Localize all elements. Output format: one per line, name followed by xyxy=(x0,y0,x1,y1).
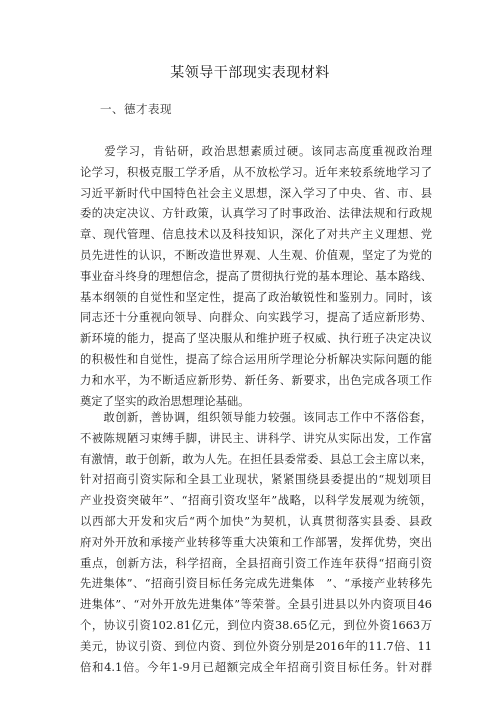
text-line: 先进集体”、“招商引资目标任务完成先进集体 ”、“承接产业转移先 xyxy=(80,577,432,591)
text-line: 产业投资突破年”、“招商引资攻坚年”战略，以科学发展观为统领， xyxy=(80,494,432,508)
text-line: 同志还十分重视向领导、向群众、向实践学习，提高了适应新形势、 xyxy=(80,311,432,325)
text-line: 的积极性和自觉性，提高了综合运用所学理论分析解决实际问题的能 xyxy=(80,352,432,366)
text-line: 奠定了坚实的政治思想理论基础。 xyxy=(80,394,250,408)
text-line: 针对招商引资实际和全县工业现状，紧紧围绕县委提出的“规划项目 xyxy=(80,473,432,487)
text-line: 事业奋斗终身的理想信念，提高了贯彻执行党的基本理论、基本路线、 xyxy=(80,269,432,283)
text-line: 员先进性的认识，不断改造世界观、人生观、价值观，坚定了为党的 xyxy=(80,248,432,262)
text-line: 个，协议引资102.81亿元，到位内资38.65亿元，到位外资1663万 xyxy=(80,618,432,632)
text-line: 以西部大开发和灾后“两个加快”为契机，认真贯彻落实县委、县政 xyxy=(80,514,432,528)
text-line: 美元，协议引资、到位内资、到位外资分别是2016年的11.7倍、11 xyxy=(80,639,432,653)
text-line: 习近平新时代中国特色社会主义思想，深入学习了中央、省、市、县 xyxy=(80,186,432,200)
text-line: 倍和4.1倍。今年1-9月已超额完成全年招商引资目标任务。针对群 xyxy=(80,660,432,674)
text-line: 章、现代管理、信息技术以及科技知识，深化了对共产主义理想、党 xyxy=(80,228,432,242)
text-line: 重点，创新方法，科学招商，全县招商引资工作连年获得“招商引资 xyxy=(80,556,432,570)
document-title: 某领导干部现实表现材料 xyxy=(170,65,330,81)
text-line: 不被陈规陋习束缚手脚，讲民主、讲科学、讲究从实际出发，工作富 xyxy=(80,431,432,445)
text-line: 委的决定决议、方针政策，认真学习了时事政治、法律法规和行政规 xyxy=(80,207,432,221)
text-line: 新环境的能力，提高了坚决服从和维护班子权威、执行班子决定决议 xyxy=(80,332,432,346)
text-line: 府对外开放和承接产业转移等重大决策和工作部署，发挥优势，突出 xyxy=(80,535,432,549)
text-line: 力和水平，为不断适应新形势、新任务、新要求，出色完成各项工作 xyxy=(80,373,432,387)
paragraph-2 xyxy=(80,408,432,678)
text-line: 论学习，积极克服工学矛盾，从不放松学习。近年来较系统地学习了 xyxy=(80,165,432,179)
text-line: 基本纲领的自觉性和坚定性，提高了政治敏锐性和鉴别力。同时，该 xyxy=(80,290,432,304)
paragraph-1 xyxy=(80,142,432,412)
text-line: 爱学习，肯钻研，政治思想素质过硬。该同志高度重视政治理 xyxy=(80,145,432,158)
section-heading: 一、德才表现 xyxy=(100,102,172,116)
text-line: 进集体”、“对外开放先进集体”等荣誉。全县引进县以外内资项目46 xyxy=(80,598,432,612)
text-line: 敢创新，善协调，组织领导能力较强。该同志工作中不落俗套， xyxy=(80,411,432,424)
text-line: 有激情，敢于创新，敢为人先。在担任县委常委、县总工会主席以来， xyxy=(80,452,432,466)
